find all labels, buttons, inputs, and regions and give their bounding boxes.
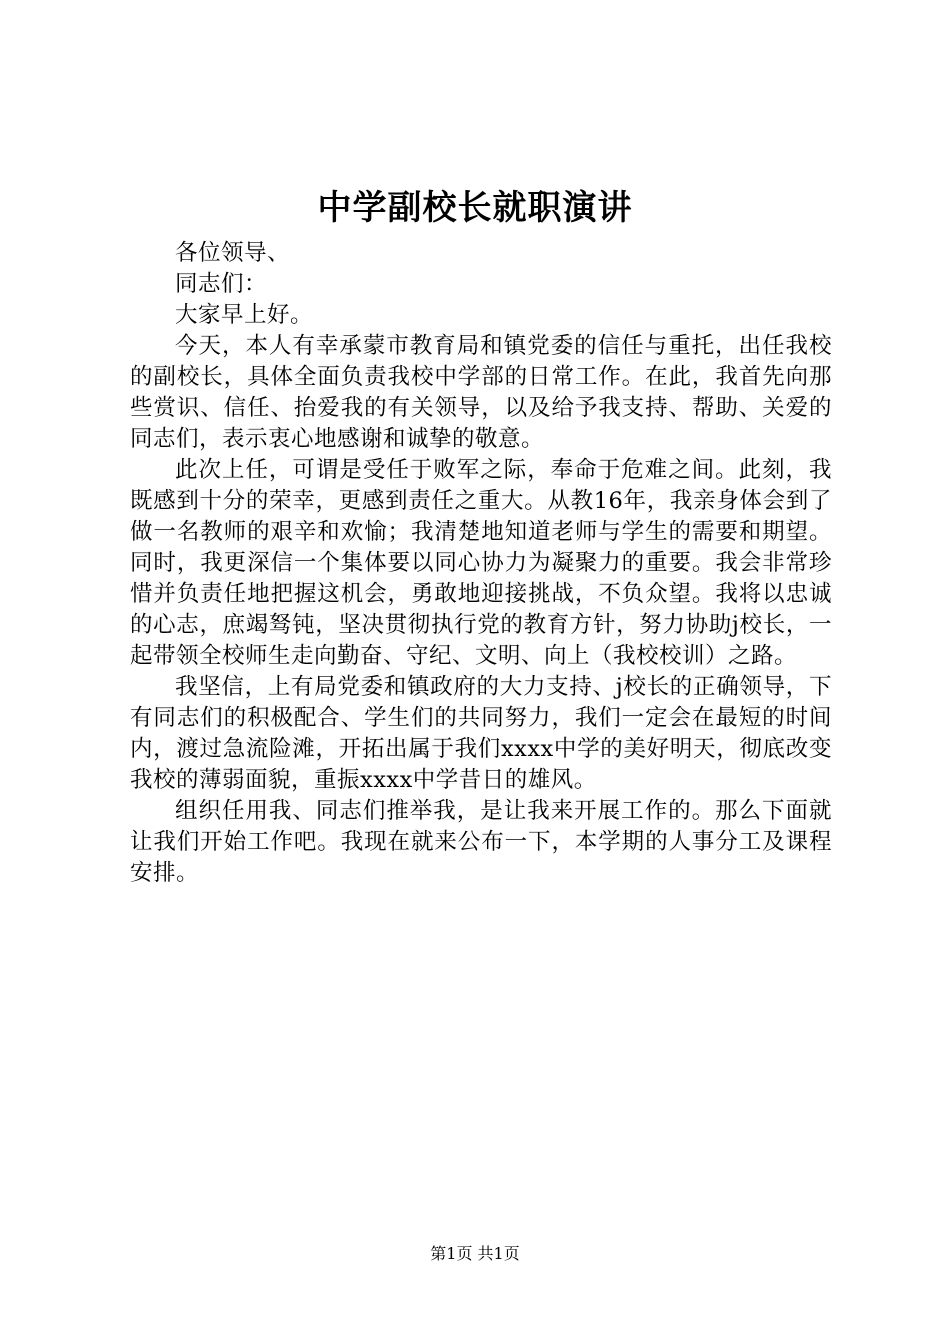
paragraph-greeting-comrades: 同志们：	[175, 271, 268, 297]
paragraph-closing: 组织任用我、同志们推举我，是让我来开展工作的。那么下面就让我们开始工作吧。我现在就来公布一下，本学期的人事分工及课程安排。	[130, 798, 832, 886]
page-footer: 第1页 共1页	[430, 1244, 520, 1263]
paragraph-greeting-leaders: 各位领导、	[175, 240, 291, 266]
paragraph-appointment-thanks: 今天，本人有幸承蒙市教育局和镇党委的信任与重托，出任我校的副校长，具体全面负责我校中学部的日常工作。在此，我首先向那些赏识、信任、抬爱我的有关领导，以及给予我支持、帮助、关爱的同志们，表示衷心地感谢和诚挚的敬意。	[130, 333, 832, 452]
document-body	[130, 238, 832, 889]
paragraph-good-morning: 大家早上好。	[175, 302, 314, 328]
document-title: 中学副校长就职演讲	[317, 188, 633, 228]
paragraph-confidence: 我坚信，上有局党委和镇政府的大力支持、j校长的正确领导，下有同志们的积极配合、学生们的共同努力，我们一定会在最短的时间内，渡过急流险滩，开拓出属于我们xxxx中学的美好明天，彻底改变我校的薄弱面貌，重振xxxx中学昔日的雄风。	[130, 674, 832, 793]
paragraph-commitment: 此次上任，可谓是受任于败军之际，奉命于危难之间。此刻，我既感到十分的荣幸，更感到责任之重大。从教16年，我亲身体会到了做一名教师的艰辛和欢愉；我清楚地知道老师与学生的需要和期望。同时，我更深信一个集体要以同心协力为凝聚力的重要。我会非常珍惜并负责任地把握这机会，勇敢地迎接挑战，不负众望。我将以忠诚的心志，庶竭驽钝，坚决贯彻执行党的教育方针，努力协助j校长，一起带领全校师生走向勤奋、守纪、文明、向上（我校校训）之路。	[130, 457, 832, 669]
